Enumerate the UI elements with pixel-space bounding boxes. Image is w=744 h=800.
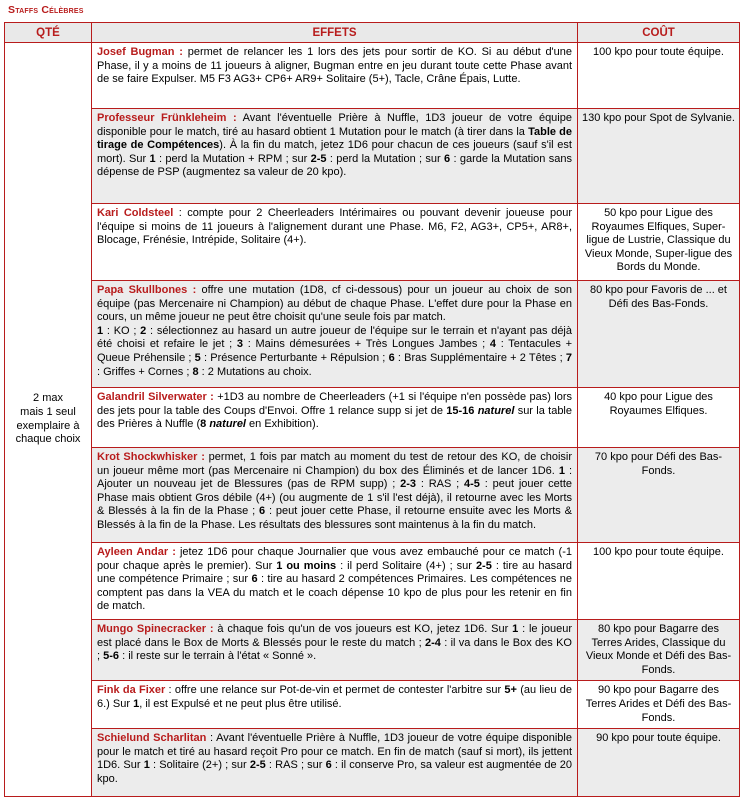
effect-text: 1	[97, 324, 104, 337]
effect-text: 8	[200, 418, 207, 431]
effect-text: 1	[149, 152, 156, 165]
effect-text: permet, 1 fois par match au moment du test de retour des KO, de choisir un joueur même mort (pas Mercenaire ni Champion) du box des Éliminés et de lancer 1D6.	[97, 451, 573, 477]
effect-text: 4-5	[464, 478, 480, 491]
effect-text: 2-5	[475, 559, 492, 572]
cost-cell: 80 kpo pour Favoris de ... et Défi des Bas-Fonds.	[578, 281, 740, 388]
effect-text: : Ajouter un nouveau jet de Blessures (pas de RPM supp) ;	[97, 464, 572, 491]
staff-name: Kari Coldsteel	[97, 207, 174, 219]
effect-text: : perd la Mutation + RPM ; sur	[155, 152, 311, 165]
effect-text: 2-5	[249, 759, 266, 772]
effect-text: 5	[194, 351, 201, 364]
table-row	[5, 729, 740, 797]
effect-text: 6	[259, 505, 266, 518]
section-title: Staffs Célèbres	[8, 4, 84, 16]
effect-text: naturel	[477, 404, 515, 417]
staff-name: Papa Skullbones :	[97, 284, 197, 296]
table-row	[5, 620, 740, 681]
effect-text: à chaque fois qu'un de vos joueurs est KO, jetez 1D6. Sur	[213, 623, 513, 635]
effect-text: : Avant l'éventuelle Prière à Nuffle, 1D3 joueur de votre équipe disponible pour le match et tiré au hasard reçoit Pro pour ce match. En fin de match (sauf si mort), ils jettent 1D6. Sur	[97, 732, 572, 772]
effect-text: 5-6	[103, 650, 120, 663]
table-row	[5, 204, 740, 281]
table-row	[5, 681, 740, 729]
effect-text: 4	[489, 338, 497, 351]
effect-text: : il va dans le Box des KO ;	[97, 636, 572, 663]
table-row	[5, 448, 740, 543]
header-effects: EFFETS	[92, 23, 578, 43]
effect-text: : sélectionnez au hasard un autre joueur de l'équipe sur le terrain et n'ayant pas déjà été choisi et refaire le jet ;	[97, 324, 572, 351]
qty-line: mais 1 seul	[20, 405, 76, 418]
effect-cell	[92, 620, 578, 681]
effect-text: : Présence Perturbante + Répulsion ;	[200, 351, 389, 364]
effect-cell	[92, 729, 578, 797]
cost-cell: 50 kpo pour Ligue des Royaumes Elfiques, Super-ligue de Lustrie, Classique du Vieux Monde, Super-ligue des Bords du Monde.	[578, 204, 740, 281]
effect-text: +1D3 au nombre de Cheerleaders (+1 si l'équipe n'en possède pas) lors des jets pour la table des Coups d'Envoi. Offre 1 relance supp si jet de	[97, 391, 572, 417]
effect-text: : peut jouer cette Phase, il retourne ensuite avec les Morts & Blessés à la fin de la Phase. Les résultats des blessures sont maintenus à la fin du match.	[97, 505, 573, 531]
effect-text: 1	[133, 697, 140, 710]
cost-cell: 130 kpo pour Spot de Sylvanie.	[578, 109, 740, 204]
staff-name: Schielund Scharlitan	[97, 732, 207, 745]
effect-text: Avant l'éventuelle Prière à Nuffle, 1D3 joueur de votre équipe disponible pour le match, tiré au hasard obtient 1 Mutation pour le match (à tirer dans la	[97, 112, 572, 138]
staff-name: Professeur Frünkleheim :	[97, 112, 237, 124]
qty-line: exemplaire à	[16, 419, 80, 432]
cost-cell: 90 kpo pour toute équipe.	[578, 729, 740, 797]
effect-text: permet de relancer les 1 lors des jets pour sortir de KO. Si au début d'une Phase, il y a moins de 11 joueurs à aligner, Bugman entre en jeu durant toute cette Phase avant de se faire Expulser. M5 F3 AG3+ CP6+ AR9+ Solitaire (5+), Tacle, Crâne Épais, Lutte.	[97, 46, 573, 86]
effect-text: naturel	[209, 418, 246, 431]
effect-cell	[92, 388, 578, 448]
effect-text: : perd la Mutation ; sur	[326, 152, 445, 165]
effect-text: : peut jouer cette Phase mais obtient Gros débile (4+) (ou augmente de 1 s'il l'est déjà), il retourne avec les Morts & Blessés à la fin de la Phase ;	[97, 478, 572, 518]
staff-name: Ayleen Andar :	[97, 546, 176, 558]
effect-text: 15-16	[446, 404, 475, 417]
cost-cell: 100 kpo pour toute équipe.	[578, 543, 740, 620]
effect-text: ). À la fin du match, jetez 1D6 pour chacun de ces joueurs (sauf s'il est mort). Sur	[97, 139, 572, 165]
effect-text: 2-3	[400, 478, 417, 491]
effect-text: sur la table des Prières à Nuffle (	[97, 404, 572, 431]
effect-text: offre une mutation (1D8, cf ci-dessous) pour un joueur au choix de son équipe (pas Mercenaire ni Champion) au début de chaque Phase. L'effet dure pour la Phase en cours, un même joueur ne peut être choisit qu'une seule fois par match.	[97, 284, 572, 324]
effect-text: 1 ou moins	[276, 559, 337, 572]
cost-cell: 90 kpo pour Bagarre des Terres Arides et Défi des Bas-Fonds.	[578, 681, 740, 729]
qty-cell	[5, 43, 92, 797]
effect-text: en Exhibition).	[246, 418, 319, 431]
effect-text: 1	[143, 759, 150, 772]
staff-name: Fink da Fixer	[97, 684, 166, 697]
table-row	[5, 281, 740, 388]
table-row	[5, 543, 740, 620]
effect-text: : Bras Supplémentaire + 2 Têtes ;	[394, 351, 566, 364]
effect-text: : tire au hasard 2 compétences Primaires. Les compétences ne comptent pas dans la VEA du match et le coach dépense 10 kpo de plus pour les retenir en fin de match.	[97, 573, 572, 613]
effect-cell	[92, 109, 578, 204]
effect-cell	[92, 543, 578, 620]
qty-line: 2 max	[33, 392, 63, 405]
effect-cell	[92, 681, 578, 729]
staff-name: Mungo Spinecracker :	[97, 623, 214, 635]
effect-text: : il perd Solitaire (4+) ; sur	[336, 559, 476, 572]
table-body	[5, 43, 740, 797]
effect-text: : RAS ; sur	[265, 759, 326, 772]
effect-text: , il est Expulsé et ne peut plus être utilisé.	[139, 697, 342, 710]
effect-text: : RAS ;	[416, 478, 465, 491]
effect-text: jetez 1D6 pour chaque Journalier que vous avez embauché pour ce match (-1 pour chaque après le premier). Sur	[97, 546, 573, 572]
effect-text: 3	[236, 338, 244, 351]
star-staff-table	[4, 22, 740, 797]
header-cost: COÛT	[578, 23, 740, 43]
effect-text: 7	[565, 351, 572, 364]
effect-cell	[92, 204, 578, 281]
table-row	[5, 43, 740, 109]
staff-name: Galandril Silverwater :	[97, 391, 214, 403]
qty-line: chaque choix	[15, 433, 81, 446]
effect-text: 6	[388, 351, 395, 364]
effect-text: : il conserve Pro, sa valeur est augmentée de 20 kpo.	[97, 759, 572, 785]
effect-text: 5+	[504, 684, 517, 697]
effect-text: : le joueur est placé dans le Box de Morts & Blessés pour le reste du match ;	[97, 623, 572, 649]
effect-text: : tire au hasard une compétence Primaire ; sur	[97, 559, 572, 586]
staff-name: Josef Bugman :	[97, 46, 183, 58]
effect-text: : KO ;	[103, 324, 141, 337]
effect-text: : 2 Mutations au choix.	[198, 365, 312, 378]
effect-text: : il reste sur le terrain à l'état « Sonné ».	[119, 650, 317, 663]
cost-cell: 40 kpo pour Ligue des Royaumes Elfiques.	[578, 388, 740, 448]
effect-text: : garde la Mutation sans dépense de PSP (augmentez sa valeur de 20 kpo).	[97, 152, 572, 179]
effect-text: : Mains démesurées + Très Longues Jambes ;	[243, 338, 490, 351]
effect-text: 1	[558, 464, 565, 477]
effect-text: : Griffes + Cornes ;	[97, 365, 193, 378]
effect-text: 2-5	[310, 152, 327, 165]
effect-text: 2-4	[424, 636, 441, 649]
effect-text: 6	[251, 573, 258, 586]
effect-text: : Solitaire (2+) ; sur	[149, 759, 250, 772]
table-row	[5, 109, 740, 204]
table-row	[5, 388, 740, 448]
table-header-row	[5, 23, 740, 43]
effect-text: 2	[140, 324, 147, 337]
effect-text: : Tentacules + Queue Préhensile ;	[97, 338, 572, 364]
effect-text: 8	[192, 365, 199, 378]
header-qty: QTÉ	[5, 23, 92, 43]
effect-text: (au lieu de 6.) Sur	[97, 684, 572, 710]
cost-cell: 100 kpo pour toute équipe.	[578, 43, 740, 109]
effect-text: 6	[325, 759, 332, 772]
effect-cell	[92, 281, 578, 388]
effect-text: : offre une relance sur Pot-de-vin et permet de contester l'arbitre sur	[165, 684, 505, 697]
effect-text: Table de tirage de Compétences	[97, 125, 572, 152]
effect-text: 1	[512, 623, 519, 635]
effect-cell	[92, 43, 578, 109]
effect-cell	[92, 448, 578, 543]
staff-name: Krot Shockwhisker :	[97, 451, 205, 463]
cost-cell: 80 kpo pour Bagarre des Terres Arides, Classique du Vieux Monde et Défi des Bas-Fonds.	[578, 620, 740, 681]
effect-text: 6	[444, 152, 451, 165]
effect-text: : compte pour 2 Cheerleaders Intérimaires ou pouvant devenir joueuse pour l'équipe si moins de 11 joueurs à l'alignement durant une Phase. M6, F2, AG3+, CP5+, AR8+, Blocage, Frénésie, Intrépide, Solitaire (4+).	[97, 207, 572, 247]
cost-cell: 70 kpo pour Défi des Bas-Fonds.	[578, 448, 740, 543]
